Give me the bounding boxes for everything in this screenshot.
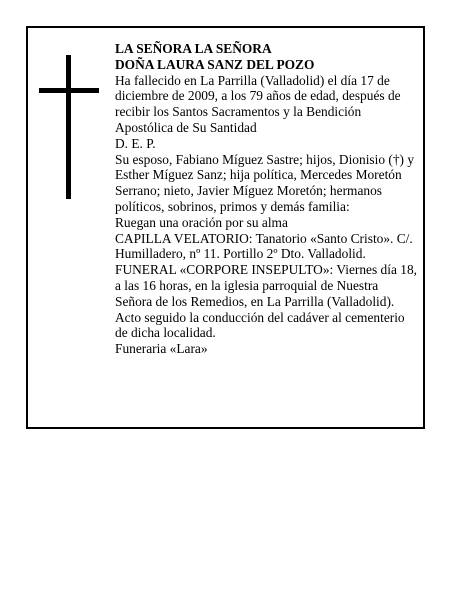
notice-line: Su esposo, Fabiano Míguez Sastre; hijos, Dionisio (†) y	[115, 151, 415, 167]
notice-line: a las 16 horas, en la iglesia parroquial de Nuestra	[115, 277, 379, 293]
notice-line: CAPILLA VELATORIO: Tanatorio «Santo Cristo». C/.	[115, 230, 413, 246]
notice-line: Señora de los Remedios, en La Parrilla (Valladolid).	[115, 293, 395, 309]
notice-line: Serrano; nieto, Javier Míguez Moretón; hermanos	[115, 183, 382, 199]
notice-line: Humilladero, nº 11. Portillo 2º Dto. Valladolid.	[115, 246, 366, 262]
notice-line: de dicha localidad.	[115, 325, 216, 341]
cross-icon	[39, 55, 99, 199]
notice-text	[115, 41, 427, 357]
notice-line: Acto seguido la conducción del cadáver al cementerio	[115, 309, 405, 325]
notice-line: Apostólica de Su Santidad	[115, 119, 257, 135]
notice-line: políticos, sobrinos, primos y demás familia:	[115, 198, 350, 214]
cross-horizontal-bar	[39, 88, 99, 93]
notice-line-dep: D. E. P.	[115, 135, 156, 151]
notice-line: FUNERAL «CORPORE INSEPULTO»: Viernes día 18,	[115, 262, 417, 278]
notice-line: recibir los Santos Sacramentos y la Bendición	[115, 104, 362, 120]
notice-header-line-1: LA SEÑORA LA SEÑORA	[115, 41, 272, 56]
notice-line: Ruegan una oración por su alma	[115, 214, 288, 230]
deceased-name: DOÑA LAURA SANZ DEL POZO	[115, 56, 315, 72]
obituary-notice	[26, 26, 425, 429]
notice-line: diciembre de 2009, a los 79 años de edad, después de	[115, 88, 401, 104]
notice-line: Esther Míguez Sanz; hija política, Mercedes Moretón	[115, 167, 402, 183]
notice-line: Ha fallecido en La Parrilla (Valladolid) el día 17 de	[115, 72, 390, 88]
cross-vertical-bar	[66, 55, 71, 199]
funeral-home: Funeraria «Lara»	[115, 341, 208, 357]
